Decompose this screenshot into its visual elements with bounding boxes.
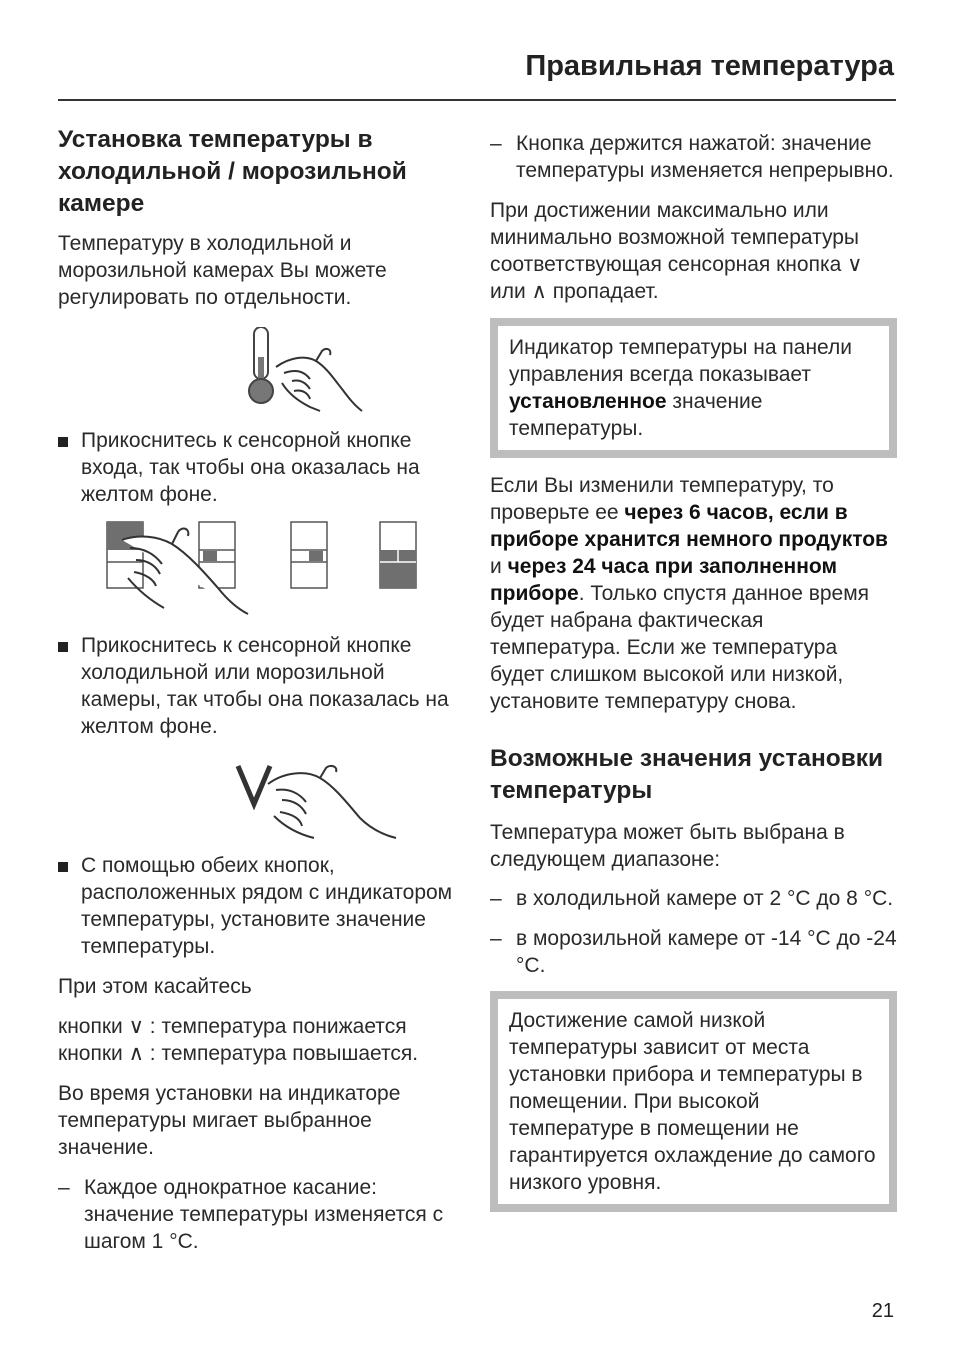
bullet-square-icon bbox=[58, 642, 68, 652]
intro-text: Температуру в холодильной и морозильной камерах Вы можете регулировать по отдельности. bbox=[58, 232, 387, 309]
down-button-touch-icon bbox=[58, 760, 468, 840]
blink-text: Во время установки на индикаторе температуры мигает выбранное значение. bbox=[58, 1082, 401, 1159]
range-intro: Температура может быть выбрана в следующем диапазоне: bbox=[490, 821, 845, 871]
dash-item-freezer-range: – в морозильной камере от -14 °C до -24 °C. bbox=[490, 927, 897, 977]
left-column bbox=[58, 124, 468, 1255]
header-rule bbox=[58, 99, 896, 101]
bullet-square-icon bbox=[58, 862, 68, 872]
note-indicator: Индикатор температуры на панели управления всегда показывает установленное значение температуры. bbox=[490, 318, 897, 458]
dash-item-hold: – Кнопка держится нажатой: значение температуры изменяется непрерывно. bbox=[490, 132, 894, 182]
step-3: С помощью обеих кнопок, расположенных рядом с индикатором температуры, установите значение температуры. bbox=[58, 852, 468, 960]
up-button-line: кнопки ∧ : температура повышается. bbox=[58, 1042, 419, 1065]
section-title-setting: Установка температуры в холодильной / морозильной камере bbox=[58, 126, 407, 217]
step-1: Прикоснитесь к сенсорной кнопке входа, так чтобы она оказалась на желтом фоне. bbox=[58, 427, 468, 508]
limits-text: При достижении максимально или минимально возможной температуры соответствующая сенсорная кнопка ∨ или ∧ пропадает. bbox=[490, 199, 863, 303]
page-title: Правильная температура bbox=[525, 50, 894, 82]
note-lowest-temperature: Достижение самой низкой температуры зависит от места установки прибора и температуры в помещении. При высокой температуре в помещении не гарантируется охлаждение до самого низкого уровня. bbox=[490, 991, 897, 1212]
dash-item-single-touch: – Каждое однократное касание: значение температуры изменяется с шагом 1 °C. bbox=[58, 1176, 444, 1253]
dash-item-fridge-range: – в холодильной камере от 2 °C до 8 °C. bbox=[490, 887, 894, 910]
touch-intro: При этом касайтесь bbox=[58, 975, 252, 998]
right-column bbox=[490, 124, 897, 1212]
bullet-square-icon bbox=[58, 437, 68, 447]
check-temperature-text: Если Вы изменили температуру, то проверьте ее через 6 часов, если в приборе хранится немного продуктов и через 24 часа при заполненном приборе. Только спустя данное время будет набрана фактическая температура. Если же температура будет слишком высокой или низкой, установите температуру снова. bbox=[490, 474, 888, 713]
down-button-line: кнопки ∨ : температура понижается bbox=[58, 1015, 407, 1038]
touch-panel-illustration bbox=[58, 518, 468, 618]
step-2: Прикоснитесь к сенсорной кнопке холодильной или морозильной камеры, так чтобы она показалась на желтом фоне. bbox=[58, 632, 468, 740]
thermometer-touch-icon bbox=[58, 327, 468, 417]
section-title-range: Возможные значения установки температуры bbox=[490, 745, 884, 804]
page-number: 21 bbox=[871, 1300, 894, 1322]
